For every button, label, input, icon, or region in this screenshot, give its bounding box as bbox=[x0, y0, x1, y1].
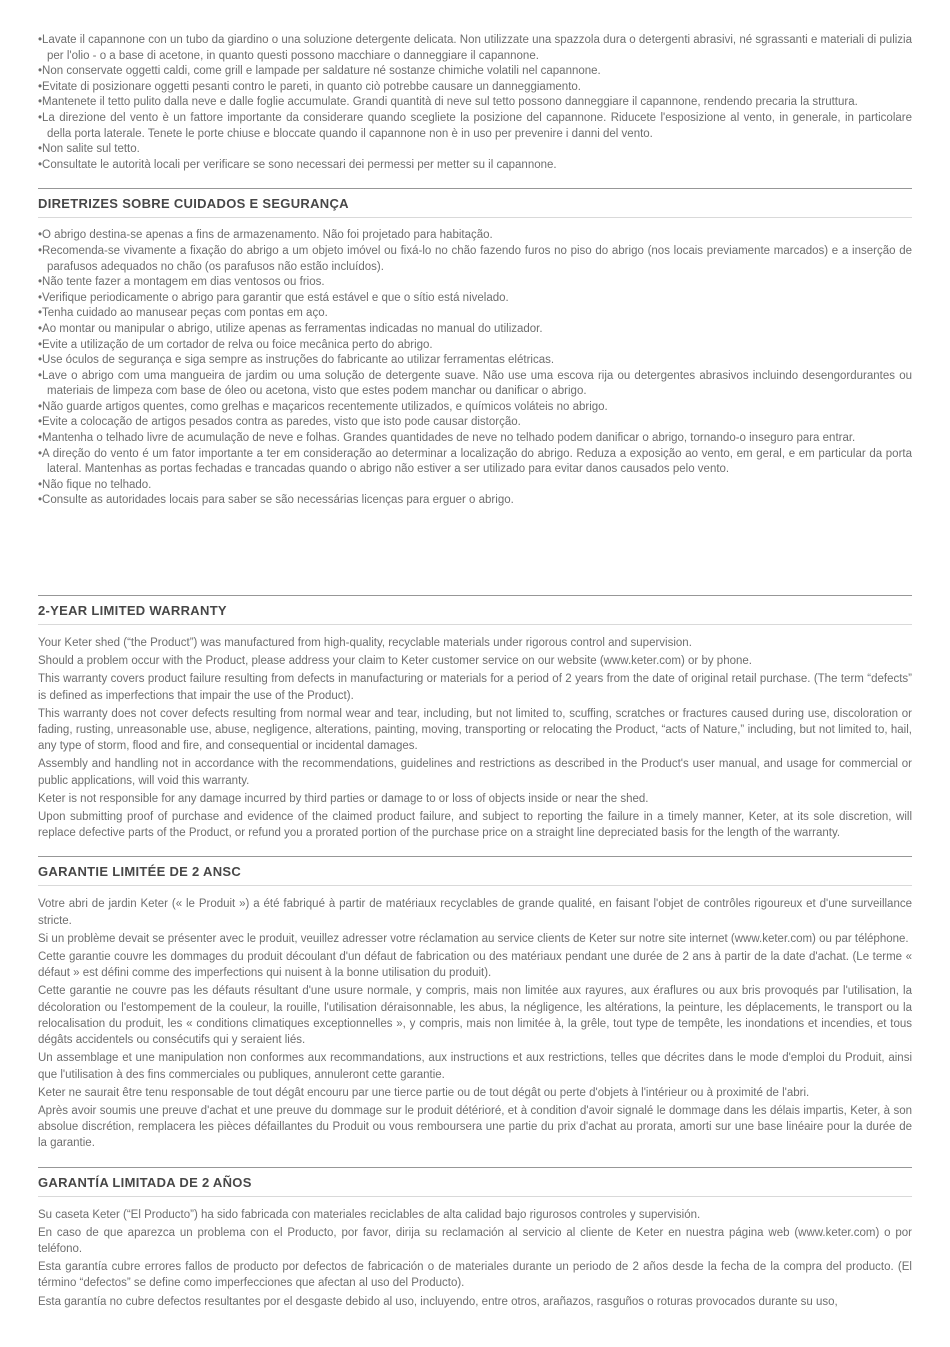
section-warranty-french bbox=[38, 856, 912, 1151]
paragraph: This warranty covers product failure resulting from defects in manufacturing or materials for a period of 2 years from the date of original retail purchase. (The term “defects” is defined as imperfections that impair the use of the Product). bbox=[38, 673, 912, 702]
paragraph: Keter ne saurait être tenu responsable de tout dégât encouru par une tierce partie ou de tout dégât ou perte d'objets à l'intérieur ou à proximité de l'abri. bbox=[38, 1086, 810, 1099]
paragraphs-french bbox=[38, 896, 912, 1151]
paragraphs-english bbox=[38, 635, 912, 841]
paragraph: Votre abri de jardin Keter (« le Produit ») a été fabriqué à partir de matériaux recyclables de grande qualité, en faisant l'objet de contrôles rigoureux et d'une surveillance stricte. bbox=[38, 898, 912, 927]
bullet-item: • Non salite sul tetto. bbox=[38, 142, 912, 158]
paragraph: Si un problème devait se présenter avec le produit, veuillez adresser votre réclamation au service clients de Keter sur notre site internet (www.keter.com) ou par téléphone. bbox=[38, 932, 909, 945]
paragraph: Assembly and handling not in accordance with the recommendations, guidelines and restrictions as described in the Product's user manual, and usage for commercial or public applications, will void this warranty. bbox=[38, 758, 912, 787]
bullet-item: • Não fique no telhado. bbox=[38, 478, 912, 494]
bullet-item: • Lave o abrigo com uma mangueira de jardim ou uma solução de detergente suave. Não use uma escova rija ou detergentes abrasivos incluindo desengordurantes ou materiais de limpeza com base de óleo ou acetona, visto que estes podem manchar ou danificar o abrigo. bbox=[38, 369, 912, 400]
paragraph: En caso de que aparezca un problema con el Producto, por favor, dirija su reclamación al servicio al cliente de Keter en nuestra página web (www.keter.com) o por teléfono. bbox=[38, 1226, 912, 1255]
paragraph: Esta garantía cubre errores fallos de producto por defectos de fabricación o de materiales durante un periodo de 2 años desde la fecha de la compra del producto. (El término “defectos” se define como imperfecciones que afectan al uso del Producto). bbox=[38, 1261, 912, 1290]
bullet-item: • Evite a utilização de um cortador de relva ou foice mecânica perto do abrigo. bbox=[38, 338, 912, 354]
heading-english-warranty: 2-YEAR LIMITED WARRANTY bbox=[38, 603, 227, 619]
heading-french-warranty: GARANTIE LIMITÉE DE 2 ANSC bbox=[38, 864, 242, 880]
bullet-item: • Mantenha o telhado livre de acumulação de neve e folhas. Grandes quantidades de neve no telhado podem danificar o abrigo, tornando-o inseguro para entrar. bbox=[38, 431, 912, 447]
bullet-item: • Não tente fazer a montagem em dias ventosos ou frios. bbox=[38, 275, 912, 291]
paragraph: Keter is not responsible for any damage incurred by third parties or damage to or loss of objects inside or near the shed. bbox=[38, 792, 649, 805]
paragraph: Cette garantie ne couvre pas les défauts résultant d'une usure normale, y compris, mais non limitée aux rayures, aux éraflures ou aux bris provoqués par l'utilisation, la décoloration ou l'estompement de la couleur, la rouille, l'utilisation déraisonnable, les abus, la négligence, les altérations, la peinture, les déplacements, le transport ou la relocalisation du produit, les « conditions climatiques exceptionnelles », y compris, mais non limitée à, la grêle, tout type de tempête, les inondations et incendies, et tous dégâts accidentels ou consécutifs qui y seraient liés. bbox=[38, 985, 912, 1047]
heading-block-portuguese bbox=[38, 188, 912, 218]
section-care-italian bbox=[38, 33, 912, 173]
bullet-item: • Não guarde artigos quentes, como grelhas e maçaricos recentemente utilizados, e químicos voláteis no abrigo. bbox=[38, 400, 912, 416]
paragraph: This warranty does not cover defects resulting from normal wear and tear, including, but not limited to, scuffing, scratches or fractures caused during use, discoloration or fading, rusting, unreasonable use, abuse, negligence, alterations, painting, moving, transporting or relocating the Product, “acts of Nature,” including, but not limited to, hail, any type of storm, flood and fire, and consequential or incidental damages. bbox=[38, 707, 912, 753]
paragraph: Should a problem occur with the Product, please address your claim to Keter customer service on our website (www.keter.com) or by phone. bbox=[38, 655, 752, 668]
heading-spanish-warranty: GARANTÍA LIMITADA DE 2 AÑOS bbox=[38, 1174, 252, 1190]
bullet-item: • Recomenda-se vivamente a fixação do abrigo a um objeto imóvel ou fixá-lo no chão fazendo furos no piso do abrigo (nos locais previamente marcados) e a inserção de parafusos adequados no chão (os parafusos não estão incluídos). bbox=[38, 244, 912, 275]
paragraph: Your Keter shed (“the Product”) was manufactured from high-quality, recyclable materials under rigorous control and supervision. bbox=[38, 637, 692, 650]
bullet-item: • O abrigo destina-se apenas a fins de armazenamento. Não foi projetado para habitação. bbox=[38, 228, 912, 244]
bullet-item: • Verifique periodicamente o abrigo para garantir que está estável e que o sítio está nivelado. bbox=[38, 291, 912, 307]
paragraph: Esta garantía no cubre defectos resultantes por el desgaste debido al uso, incluyendo, entre otros, arañazos, rasguños o roturas provocados durante su uso, bbox=[38, 1295, 838, 1308]
paragraph: Upon submitting proof of purchase and evidence of the claimed product failure, and subject to reporting the failure in a timely manner, Keter, at its sole discretion, will replace defective parts of the Product, or refund you a prorated portion of the purchase price on a straight line depreciated basis for the length of the warranty. bbox=[38, 811, 912, 840]
section-warranty-english bbox=[38, 595, 912, 841]
heading-portuguese-care: DIRETRIZES SOBRE CUIDADOS E SEGURANÇA bbox=[38, 196, 349, 212]
paragraph: Un assemblage et une manipulation non conformes aux recommandations, aux instructions et aux restrictions, telles que décrites dans le mode d'emploi du Produit, ainsi que l'utilisation à des fins commerciales ou publiques, annuleront cette garantie. bbox=[38, 1052, 912, 1081]
paragraphs-spanish bbox=[38, 1207, 912, 1310]
bullet-list-italian bbox=[38, 33, 912, 173]
bullet-item: • Ao montar ou manipular o abrigo, utilize apenas as ferramentas indicadas no manual do utilizador. bbox=[38, 322, 912, 338]
paragraph: Cette garantie couvre les dommages du produit découlant d'un défaut de fabrication ou des matériaux pendant une durée de 2 ans à partir de la date d'achat. (Le terme « défaut » est défini comme des imperfections qui nuisent à la bonne utilisation du produit). bbox=[38, 951, 912, 980]
section-care-portuguese bbox=[38, 188, 912, 509]
bullet-list-portuguese bbox=[38, 228, 912, 509]
heading-block-english bbox=[38, 595, 912, 625]
bullet-item: • Non conservate oggetti caldi, come grill e lampade per saldature né sostanze chimiche volatili nel capannone. bbox=[38, 64, 912, 80]
bullet-item: • Mantenete il tetto pulito dalla neve e dalle foglie accumulate. Grandi quantità di neve sul tetto possono danneggiare il capannone, rendendo precaria la struttura. bbox=[38, 95, 912, 111]
bullet-item: • Tenha cuidado ao manusear peças com pontas em aço. bbox=[38, 306, 912, 322]
heading-block-spanish bbox=[38, 1167, 912, 1197]
paragraph: Après avoir soumis une preuve d'achat et une preuve du dommage sur le produit détérioré, et à condition d'avoir signalé le dommage dans les délais impartis, Keter, à son absolue discrétion, remplacera les pièces défaillantes du Produit ou vous remboursera une partie du prix d'achat au prorata, amorti sur une base linéaire pour la durée de la garantie. bbox=[38, 1104, 912, 1150]
bullet-item: • Consulte as autoridades locais para saber se são necessárias licenças para erguer o abrigo. bbox=[38, 493, 912, 509]
heading-block-french bbox=[38, 856, 912, 886]
paragraph: Su caseta Keter (“El Producto”) ha sido fabricada con materiales reciclables de alta calidad bajo rigurosos controles y supervisión. bbox=[38, 1208, 701, 1221]
section-gap bbox=[38, 509, 912, 595]
bullet-item: • Use óculos de segurança e siga sempre as instruções do fabricante ao utilizar ferramentas elétricas. bbox=[38, 353, 912, 369]
bullet-item: • A direção do vento é um fator importante a ter em consideração ao determinar a localização do abrigo. Reduza a exposição ao vento, em geral, e em particular da porta lateral. Mantenhas as portas fechadas e trancadas quando o abrigo não estiver a ser utilizado para evitar danos causados pelo vento. bbox=[38, 447, 912, 478]
bullet-item: • Lavate il capannone con un tubo da giardino o una soluzione detergente delicata. Non utilizzate una spazzola dura o detergenti abrasivi, né sgrassanti e materiali di pulizia per l'olio - o a base di acetone, in quanto questi possono macchiare o danneggiare il capannone. bbox=[38, 33, 912, 64]
bullet-item: • Evite a colocação de artigos pesados contra as paredes, visto que isto pode causar distorção. bbox=[38, 415, 912, 431]
section-warranty-spanish bbox=[38, 1167, 912, 1310]
bullet-item: • Consultate le autorità locali per verificare se sono necessari dei permessi per metter su il capannone. bbox=[38, 158, 912, 174]
bullet-item: • Evitate di posizionare oggetti pesanti contro le pareti, in quanto ciò potrebbe causare un danneggiamento. bbox=[38, 80, 912, 96]
bullet-item: • La direzione del vento è un fattore importante da considerare quando scegliete la posizione del capannone. Riducete l'esposizione al vento, in generale, in particolare della porta laterale. Tenete le porte chiuse e bloccate quando il capannone non è in uso per prevenire i danni del vento. bbox=[38, 111, 912, 142]
